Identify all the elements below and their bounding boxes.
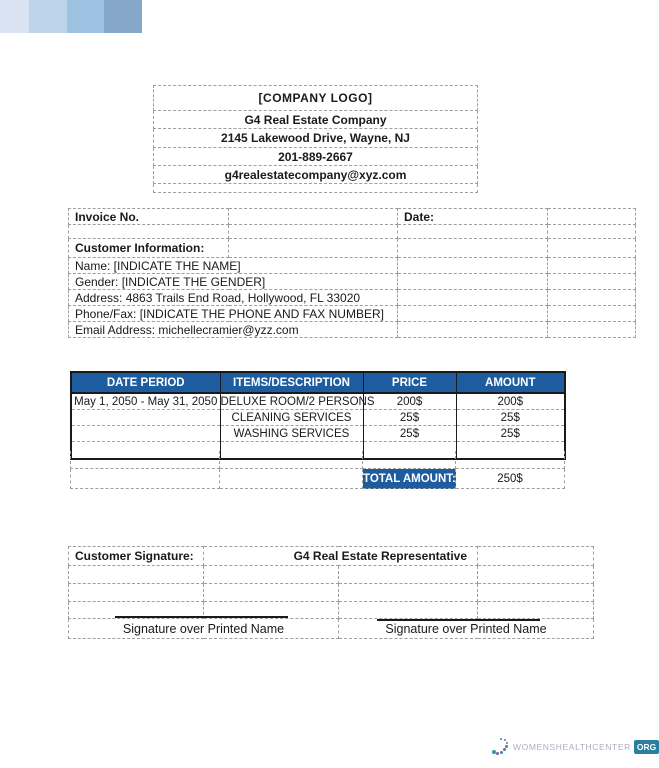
footer-brand-suffix: ORG xyxy=(634,740,659,754)
signature-table xyxy=(68,546,594,639)
customer-gender-field: Gender: [INDICATE THE GENDER] xyxy=(69,274,398,290)
table-row xyxy=(71,469,565,489)
customer-info-label: Customer Information: xyxy=(69,239,229,258)
total-amount-label: TOTAL AMOUNT: xyxy=(363,469,456,489)
amount-cell: 25$ xyxy=(456,426,565,442)
amount-cell: 200$ xyxy=(456,393,565,410)
empty-cell xyxy=(398,322,548,338)
date-period-cell: May 1, 2050 - May 31, 2050 xyxy=(71,393,220,410)
empty-cell xyxy=(456,451,565,469)
customer-address-field: Address: 4863 Trails End Road, Hollywood, FL 33020 xyxy=(69,290,398,306)
empty-cell xyxy=(339,566,478,584)
empty-cell xyxy=(478,547,594,566)
price-cell: 25$ xyxy=(363,426,456,442)
company-email: g4realestatecompany@xyz.com xyxy=(154,166,478,184)
empty-cell xyxy=(548,322,636,338)
empty-cell xyxy=(339,602,478,619)
corner-square-icon xyxy=(104,0,142,33)
empty-cell xyxy=(398,239,548,258)
empty-cell xyxy=(229,239,398,258)
footer-logo xyxy=(492,737,659,757)
date-period-cell xyxy=(71,426,220,442)
item-description-cell: CLEANING SERVICES xyxy=(220,410,363,426)
company-name: G4 Real Estate Company xyxy=(154,111,478,129)
col-header-amount: AMOUNT xyxy=(456,372,565,393)
table-row xyxy=(71,426,565,442)
price-cell: 200$ xyxy=(363,393,456,410)
customer-name-field: Name: [INDICATE THE NAME] xyxy=(69,258,398,274)
empty-cell xyxy=(548,225,636,239)
empty-cell xyxy=(363,451,456,469)
corner-square-icon xyxy=(29,0,67,33)
table-row xyxy=(71,451,565,469)
company-address: 2145 Lakewood Drive, Wayne, NJ xyxy=(154,129,478,148)
company-header-table xyxy=(153,85,478,193)
customer-signature-label: Customer Signature: xyxy=(69,547,204,566)
corner-square-icon xyxy=(0,0,29,33)
invoice-no-label: Invoice No. xyxy=(69,209,229,225)
corner-square-icon xyxy=(67,0,104,33)
items-table xyxy=(70,371,566,460)
empty-cell xyxy=(154,184,478,193)
empty-cell xyxy=(204,566,339,584)
total-table xyxy=(70,451,565,489)
item-description-cell: DELUXE ROOM/2 PERSONS xyxy=(220,393,363,410)
amount-cell: 25$ xyxy=(456,410,565,426)
empty-cell xyxy=(398,258,548,274)
empty-cell xyxy=(478,566,594,584)
signature-caption-left: Signature over Printed Name xyxy=(69,619,339,639)
signature-caption-right: Signature over Printed Name xyxy=(339,619,594,639)
invoice-no-value-cell xyxy=(229,209,398,225)
empty-cell xyxy=(204,584,339,602)
empty-cell xyxy=(229,225,398,239)
company-phone: 201-889-2667 xyxy=(154,148,478,166)
empty-cell xyxy=(478,584,594,602)
representative-label: G4 Real Estate Representative xyxy=(204,547,478,566)
corner-decoration xyxy=(0,0,142,33)
empty-cell xyxy=(69,584,204,602)
empty-cell xyxy=(398,274,548,290)
footer-brand-text: WOMENSHEALTHCENTER xyxy=(513,742,631,752)
empty-cell xyxy=(548,290,636,306)
price-cell: 25$ xyxy=(363,410,456,426)
empty-cell xyxy=(220,469,363,489)
customer-signature-line xyxy=(115,616,288,618)
empty-cell xyxy=(398,306,548,322)
date-value-cell xyxy=(548,209,636,225)
customer-phone-fax-field: Phone/Fax: [INDICATE THE PHONE AND FAX NUMBER] xyxy=(69,306,398,322)
date-period-cell xyxy=(71,410,220,426)
col-header-date-period: DATE PERIOD xyxy=(71,372,220,393)
empty-cell xyxy=(478,602,594,619)
empty-cell xyxy=(548,258,636,274)
empty-cell xyxy=(398,225,548,239)
total-amount-value: 250$ xyxy=(456,469,565,489)
empty-cell xyxy=(71,469,220,489)
empty-cell xyxy=(71,451,220,469)
col-header-items-description: ITEMS/DESCRIPTION xyxy=(220,372,363,393)
table-row xyxy=(71,410,565,426)
date-label: Date: xyxy=(398,209,548,225)
empty-cell xyxy=(339,584,478,602)
empty-cell xyxy=(548,239,636,258)
empty-cell xyxy=(69,225,229,239)
representative-signature-line xyxy=(377,619,540,621)
logo-swirl-icon xyxy=(492,738,512,756)
empty-cell xyxy=(548,306,636,322)
company-logo-placeholder: [COMPANY LOGO] xyxy=(154,86,478,111)
empty-cell xyxy=(69,566,204,584)
empty-cell xyxy=(398,290,548,306)
empty-cell xyxy=(220,451,363,469)
empty-cell xyxy=(548,274,636,290)
invoice-info-table xyxy=(68,208,636,338)
col-header-price: PRICE xyxy=(363,372,456,393)
customer-email-field: Email Address: michellecramier@yzz.com xyxy=(69,322,398,338)
table-row xyxy=(71,393,565,410)
item-description-cell: WASHING SERVICES xyxy=(220,426,363,442)
